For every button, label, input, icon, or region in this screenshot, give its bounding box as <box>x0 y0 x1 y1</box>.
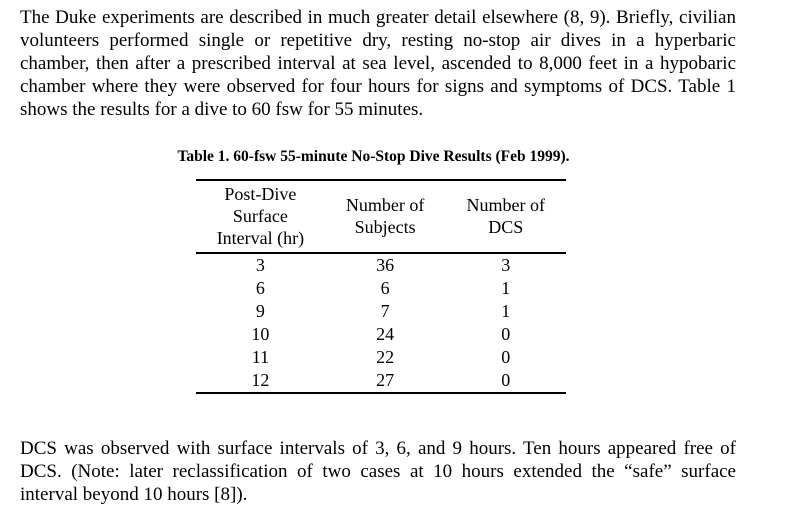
header-surface-interval <box>196 180 325 253</box>
results-table <box>196 179 566 394</box>
header-number-of-subjects <box>325 180 446 253</box>
cell-interval: 11 <box>251 347 270 367</box>
table-row <box>196 300 566 323</box>
table-row <box>196 323 566 346</box>
table-header-row <box>196 180 566 253</box>
table-caption: Table 1. 60-fsw 55-minute No-Stop Dive Results (Feb 1999). <box>177 148 570 165</box>
table-row <box>196 253 566 277</box>
cell-dcs: 0 <box>501 324 511 344</box>
cell-dcs: 1 <box>501 301 511 321</box>
cell-dcs: 3 <box>501 255 511 275</box>
cell-interval: 12 <box>251 370 270 390</box>
cell-subjects: 36 <box>376 255 395 275</box>
header-line: Post-Dive <box>224 184 297 204</box>
header-number-of-dcs <box>446 180 566 253</box>
table-row <box>196 369 566 393</box>
cell-subjects: 27 <box>376 370 395 390</box>
header-line: DCS <box>488 217 524 237</box>
cell-interval: 9 <box>255 301 265 321</box>
header-line: Surface <box>232 206 288 226</box>
header-line: Interval (hr) <box>216 228 305 248</box>
header-line: Subjects <box>354 217 416 237</box>
cell-interval: 3 <box>255 255 265 275</box>
cell-dcs: 0 <box>501 370 511 390</box>
cell-subjects: 24 <box>376 324 395 344</box>
intro-paragraph: The Duke experiments are described in much greater detail elsewhere (8, 9). Briefly, civilian volunteers performed single or repetitive dry, resting no-stop air dives in a hyperbaric chamber, then after a prescribed interval at sea level, ascended to 8,000 feet in a hypobaric chamber where they were observed for four hours for signs and symptoms of DCS. Table 1 shows the results for a dive to 60 fsw for 55 minutes. <box>20 7 736 120</box>
table-body <box>196 253 566 393</box>
cell-dcs: 1 <box>501 278 511 298</box>
cell-interval: 6 <box>255 278 265 298</box>
table-header <box>196 180 566 253</box>
cell-dcs: 0 <box>501 347 511 367</box>
table-row <box>196 346 566 369</box>
cell-subjects: 7 <box>380 301 390 321</box>
cell-subjects: 22 <box>376 347 395 367</box>
cell-subjects: 6 <box>380 278 390 298</box>
cell-interval: 10 <box>251 324 270 344</box>
outro-paragraph: DCS was observed with surface intervals of 3, 6, and 9 hours. Ten hours appeared free of DCS. (Note: later reclassification of two cases at 10 hours extended the “safe” surface interval beyond 10 hours [8]). <box>20 438 736 505</box>
table-row <box>196 277 566 300</box>
header-line: Number of <box>466 195 545 215</box>
header-line: Number of <box>345 195 425 215</box>
